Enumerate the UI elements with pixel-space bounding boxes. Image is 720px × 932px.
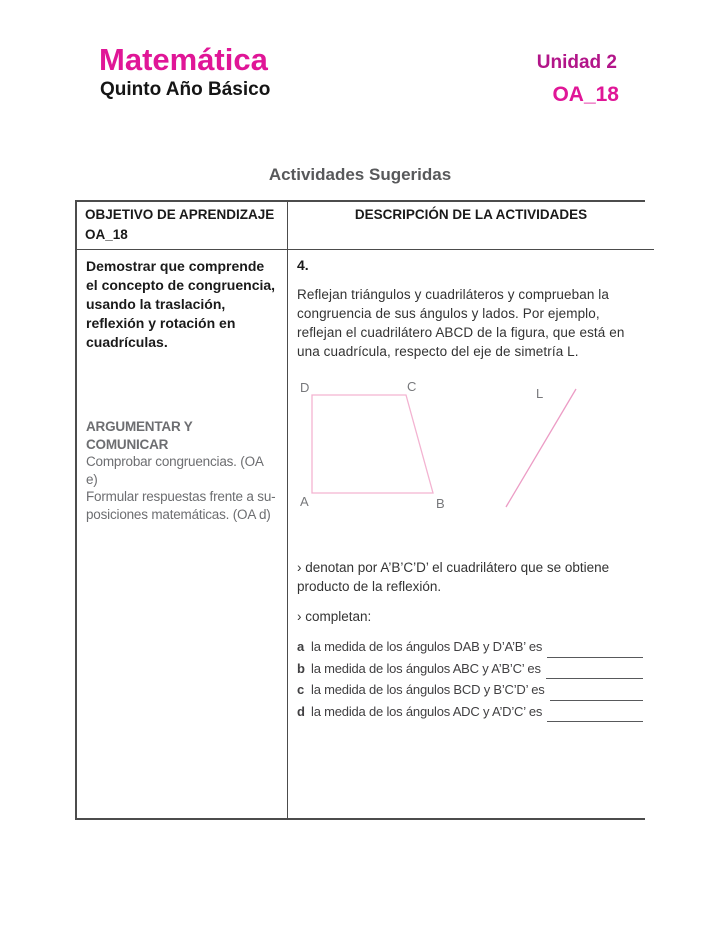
learning-objective-text: Demostrar que comprende el concepto de congruencia, usando la traslación, reflexión y rotación en cuadrículas. xyxy=(86,258,276,350)
skills-block xyxy=(86,418,278,523)
item-text: la medida de los ángulos ABC y A’B’C’ es xyxy=(311,660,541,676)
item-letter: d xyxy=(297,703,305,719)
unit-label: Unidad 2 xyxy=(536,52,617,73)
item-text: la medida de los ángulos DAB y D’A’B’ es xyxy=(311,639,543,654)
page-title: Actividades Sugeridas xyxy=(268,165,452,184)
item-text: la medida de los ángulos BCD y B’C’D’ es xyxy=(311,682,545,697)
activity-number: 4. xyxy=(297,257,309,273)
table-header-description: DESCRIPCIÓN DE LA ACTIVIDADES xyxy=(288,202,654,250)
answer-blank xyxy=(547,657,643,658)
completion-item-b xyxy=(297,661,645,683)
completion-item-a xyxy=(297,639,645,661)
skills-title: ARGUMENTAR Y COMUNICAR xyxy=(86,419,193,452)
instruction-completan: › completan: xyxy=(297,609,372,624)
answer-blank xyxy=(546,678,643,679)
document-grade-level: Quinto Año Básico xyxy=(100,79,271,100)
completion-item-c xyxy=(297,682,645,704)
completion-items-list xyxy=(297,639,645,725)
answer-blank xyxy=(547,721,643,722)
quadrilateral-abcd xyxy=(312,395,433,493)
objective-cell xyxy=(77,250,288,818)
activity-intro-text: Reflejan triángulos y cuadriláteros y comprueban la congruencia de sus ángulos y lados. Por ejemplo, reflejan el cuadrilátero ABCD de la figura, que está en una cuadrícula, respecto del eje de simetría L. xyxy=(297,287,625,359)
symmetry-axis-line xyxy=(506,389,576,507)
oa-code: OA_18 xyxy=(552,83,619,106)
axis-label-l: L xyxy=(536,386,544,401)
skill-line: posiciones matemáticas. (OA d) xyxy=(86,506,271,522)
document-subject: Matemática xyxy=(99,42,268,77)
activities-table xyxy=(75,200,645,820)
quadrilateral-and-axis-diagram xyxy=(295,374,645,524)
answer-blank xyxy=(550,700,643,701)
vertex-label-c: C xyxy=(407,379,417,394)
vertex-label-d: D xyxy=(300,380,310,395)
completion-item-d xyxy=(297,704,645,726)
skill-line: Formular respuestas frente a su- xyxy=(86,489,276,504)
skill-line: Comprobar congruencias. (OA e) xyxy=(86,454,263,487)
table-header-objective: OBJETIVO DE APRENDIZAJE OA_18 xyxy=(77,202,288,250)
item-letter: c xyxy=(297,682,305,697)
vertex-label-a: A xyxy=(300,494,309,509)
item-letter: b xyxy=(297,660,305,676)
item-letter: a xyxy=(297,639,305,654)
instruction-denotan: › denotan por A’B’C’D’ el cuadrilátero que se obtiene producto de la reflexión. xyxy=(297,560,610,594)
item-text: la medida de los ángulos ADC y A’D’C’ es xyxy=(311,703,543,719)
vertex-label-b: B xyxy=(436,496,445,511)
activity-cell xyxy=(288,250,654,818)
reflection-figure xyxy=(295,374,645,524)
